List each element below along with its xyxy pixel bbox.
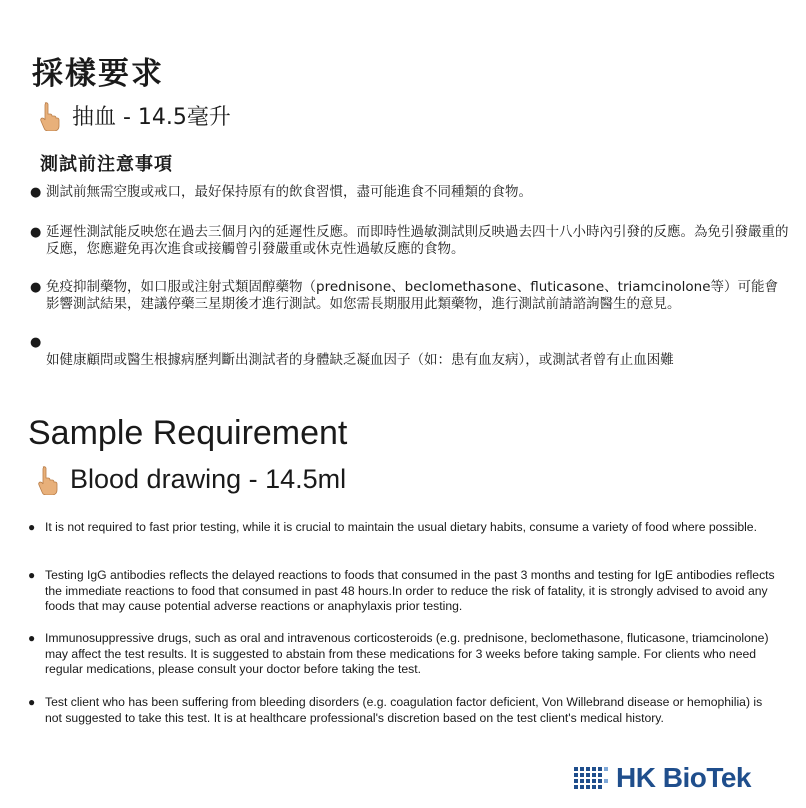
- list-item: [30, 224, 790, 258]
- pointing-hand-icon: [36, 465, 60, 495]
- zh-item-text: 延遲性測試能反映您在過去三個月內的延遲性反應。而即時性過敏測試則反映過去四十八小時內引發的反應。為免引發嚴重的反應，您應避免再次進食或接觸曾引發嚴重或休克性過敏反應的食物。: [46, 224, 789, 257]
- list-item: [28, 695, 780, 726]
- zh-notes-heading: 測試前注意事項: [40, 154, 173, 175]
- en-item-text: Immunosuppressive drugs, such as oral and intravenous corticosteroids (e.g. prednisone, beclomethasone, fluticasone, triamcinolone) may affect the test results. It is suggested to abstain from these medications for 3 weeks before taking sample. For clients who need regular medications, please consult your doctor before taking the test.: [45, 631, 769, 676]
- zh-item-text: 免疫抑制藥物，如口服或注射式類固醇藥物（prednisone、beclomethasone、fluticasone、triamcinolone等）可能會影響測試結果，建議停藥三星期後才進行測試。如您需長期服用此類藥物，進行測試前請諮詢醫生的意見。: [46, 279, 779, 312]
- en-item-text: Testing IgG antibodies reflects the delayed reactions to foods that consumed in the past 3 months and testing for IgE antibodies reflects the immediate reactions to food that consumed in past 48 hours.In order to reduce the risk of fatality, it is strongly advised to avoid any foods that may cause potential adverse reactions or anaphylaxis prior testing.: [45, 568, 775, 613]
- bullet: ●: [30, 185, 42, 200]
- brand-logo: [572, 762, 751, 794]
- list-item-continuation: [30, 352, 790, 369]
- zh-sample-text: 抽血 - 14.5毫升: [72, 105, 231, 130]
- logo-dots-icon: [572, 763, 610, 793]
- en-item-text: Test client who has been suffering from bleeding disorders (e.g. coagulation factor deficient, Von Willebrand disease or hemophilia) is not suggested to take this test. It is at healthcare professional's discretion based on the test client's medical history.: [45, 695, 763, 725]
- zh-item-text: 如健康顧問或醫生根據病歷判斷出測試者的身體缺乏凝血因子（如：患有血友病），或測試者曾有止血困難: [46, 352, 674, 368]
- brand-name: HK BioTek: [616, 762, 751, 793]
- bullet: ●: [30, 225, 42, 240]
- en-page-title: Sample Requirement: [28, 414, 348, 452]
- list-item: [30, 334, 790, 351]
- bullet: ●: [28, 568, 36, 582]
- list-item: [30, 279, 790, 313]
- list-item: [28, 568, 780, 615]
- zh-item-text: 測試前無需空腹或戒口，最好保持原有的飲食習慣，盡可能進食不同種類的食物。: [46, 184, 532, 200]
- bullet: ●: [30, 280, 42, 295]
- bullet: ●: [30, 335, 42, 350]
- zh-sample-requirement: [38, 100, 231, 131]
- zh-page-title: 採樣要求: [32, 56, 164, 92]
- en-item-text: It is not required to fast prior testing, while it is crucial to maintain the usual dietary habits, consume a variety of food where possible.: [45, 520, 757, 534]
- bullet: ●: [28, 631, 36, 645]
- list-item: [28, 631, 780, 678]
- list-item: [28, 520, 780, 536]
- bullet: ●: [28, 520, 36, 534]
- en-sample-text: Blood drawing - 14.5ml: [70, 464, 347, 494]
- en-sample-requirement: [36, 464, 346, 495]
- list-item: [30, 184, 790, 201]
- pointing-hand-icon: [38, 101, 62, 131]
- bullet: ●: [28, 695, 36, 709]
